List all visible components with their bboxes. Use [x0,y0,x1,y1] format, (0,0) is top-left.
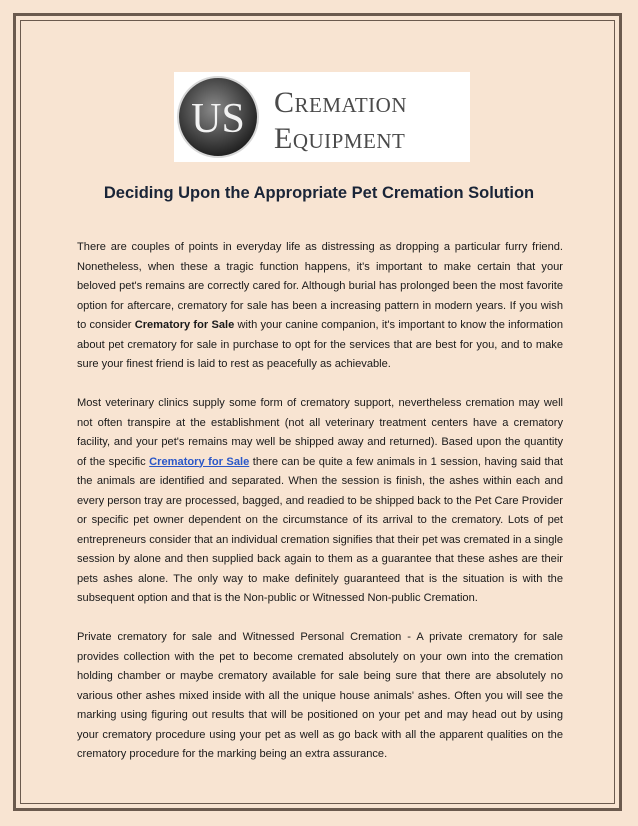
crematory-for-sale-link[interactable]: Crematory for Sale [149,455,250,468]
document-title: Deciding Upon the Appropriate Pet Cremation Solution [103,184,535,202]
logo-monogram: US [191,96,245,142]
us-cremation-equipment-logo [174,72,470,162]
logo-line-2: Equipment [274,122,406,155]
paragraph-2: Most veterinary clinics supply some form of crematory support, nevertheless cremation may well not often transpire at the establishment (not all veterinary treatment centers have a crematory facility, and your pet's remains may well be shipped away and returned). Based upon the quantity of the specific Crematory for Sale there can be quite a few animals in 1 session, having said that the animals are identified and separated. When the session is finish, the ashes within each and every person tray are processed, bagged, and readied to be shipped back to the Pet Care Provider or specific pet owner dependent on the circumstance of its arrival to the crematory. Lots of pet entrepreneurs consider that an individual cremation signifies that their pet was cremated in a single session by alone and then supplied back again to them as a guarantee that these ashes are their pets ashes alone. The only way to make definitely guaranteed that is the situation is with the subsequent option and that is the Non-public or Witnessed Non-public Cremation. [77,397,563,604]
paragraph-1: There are couples of points in everyday life as distressing as dropping a particular furry friend. Nonetheless, when these a tragic function happens, it's important to make certain that your beloved pet's remains are correctly cared for. Although burial has prolonged been the most favorite option for aftercare, crematory for sale has been a increasing pattern in modern years. If you wish to consider Crematory for Sale with your canine companion, it's important to know the information about pet crematory for sale in purchase to opt for the services that are best for you, and to make sure your finest friend is laid to rest as peacefully as achievable. [77,241,563,370]
paragraph-3: Private crematory for sale and Witnessed Personal Cremation - A private crematory for sale provides collection with the pet to become cremated absolutely on your own into the cremation holding chamber or maybe crematory available for sale being sure that there are absolutely no various other ashes mixed inside with all the unique house animals' ashes. Often you will see the marking using figuring out results that will be positioned on your pet and may head out by using your crematory procedure using your pet as well as go back with all the apparent qualities on the crematory procedure for the marking being an extra assurance. [77,631,563,760]
crematory-for-sale-bold: Crematory for Sale [134,319,235,331]
article-body [77,238,563,765]
logo-line-1: Cremation [274,86,408,119]
